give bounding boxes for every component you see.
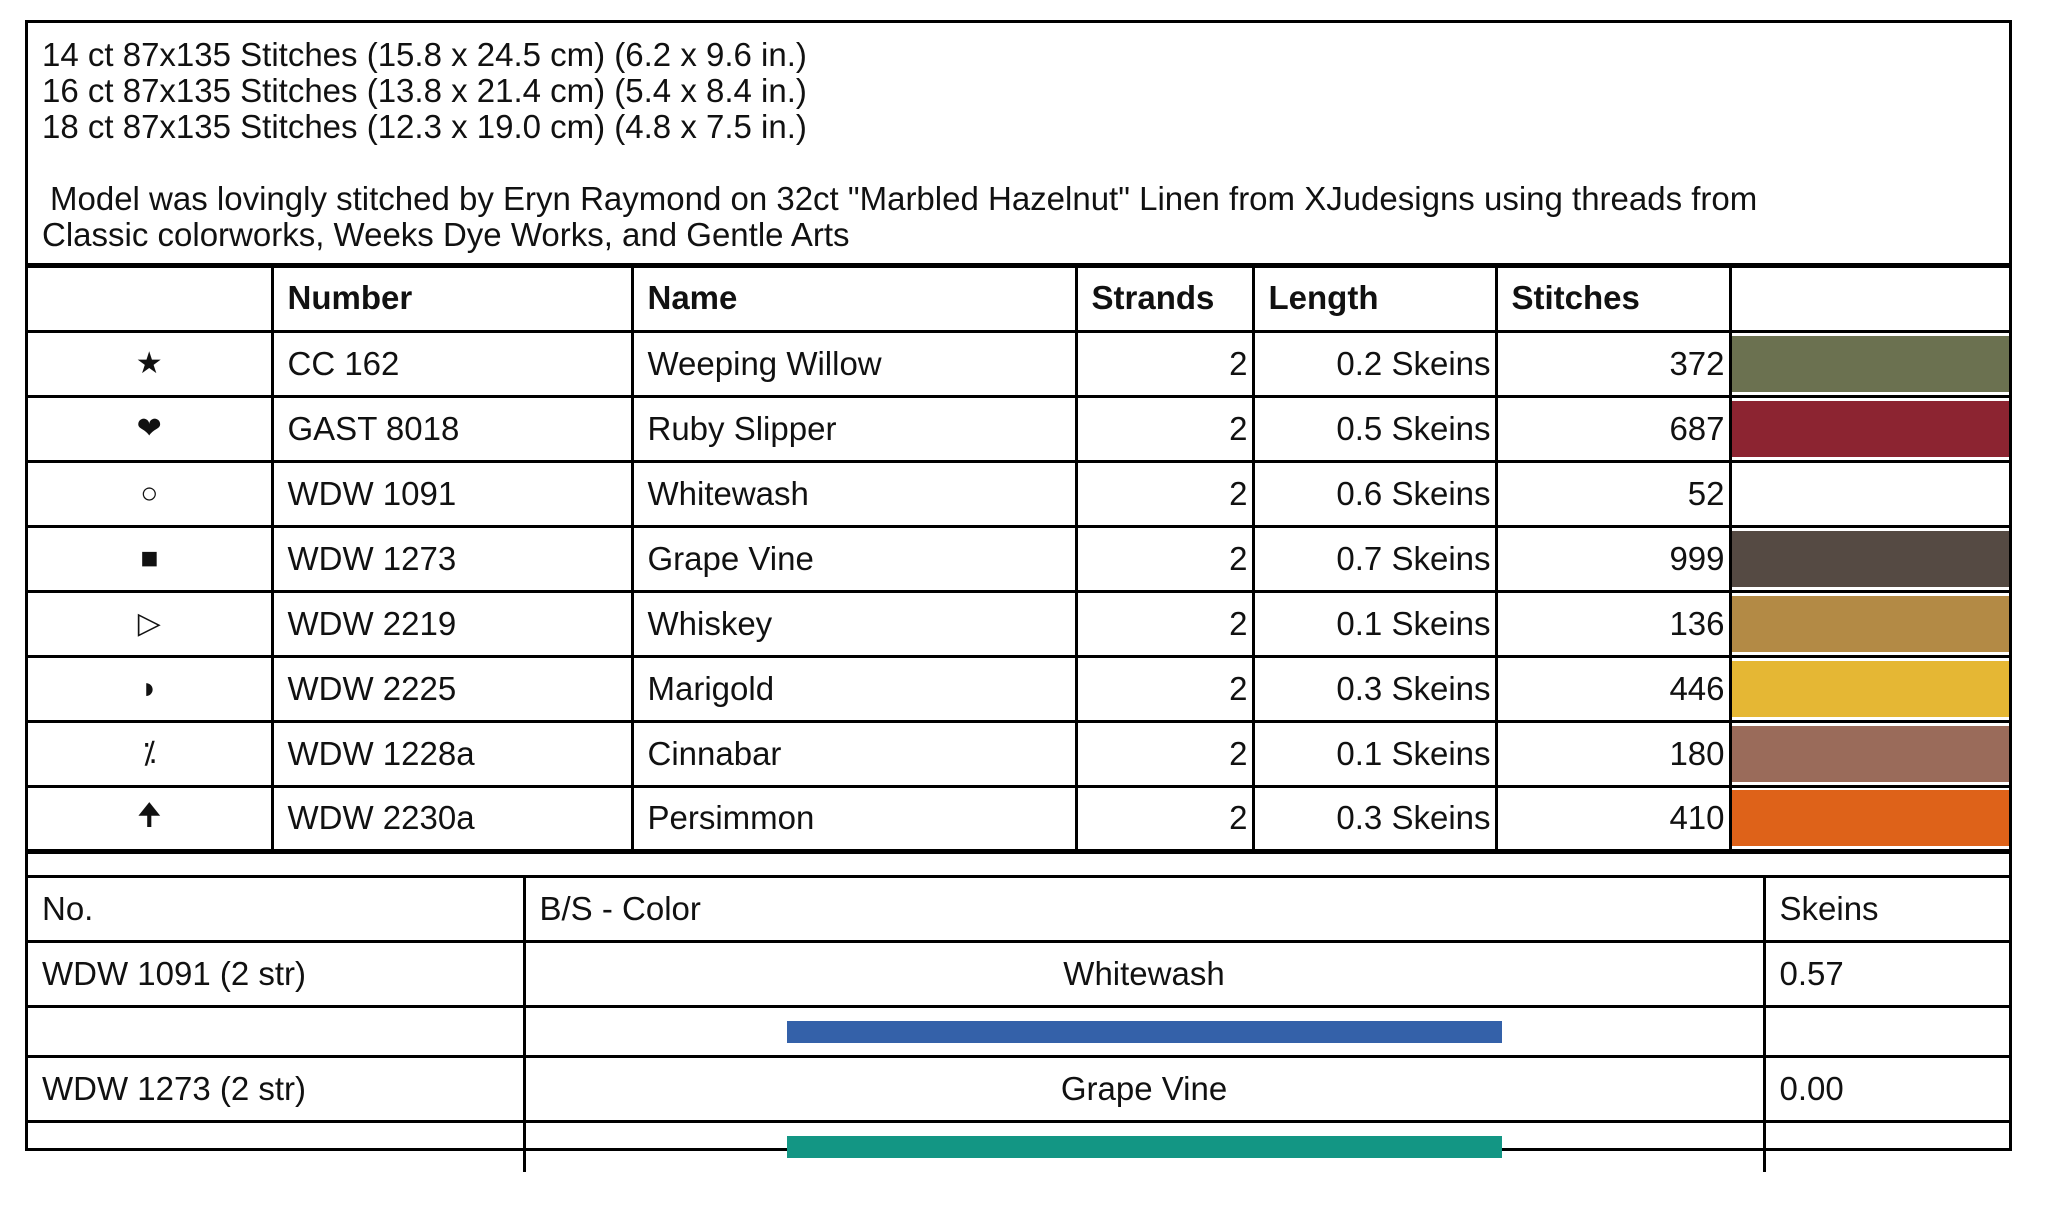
- thread-stitches: 180: [1496, 721, 1730, 786]
- skeins-header: Skeins: [1764, 877, 2009, 942]
- thread-number: WDW 2219: [272, 591, 632, 656]
- triangle-right-icon: ▷: [28, 591, 272, 656]
- thread-strands: 2: [1076, 591, 1253, 656]
- table-row: [28, 942, 2009, 1007]
- bs-color-header: B/S - Color: [524, 877, 1764, 942]
- backstitch-header-row: [28, 877, 2009, 942]
- backstitch-line-sample: [787, 1136, 1502, 1158]
- thread-stitches: 446: [1496, 656, 1730, 721]
- table-row: [28, 786, 2009, 851]
- thread-length: 0.7 Skeins: [1253, 526, 1496, 591]
- thread-name: Weeping Willow: [632, 331, 1076, 396]
- color-header: [1730, 266, 2009, 331]
- thread-strands: 2: [1076, 656, 1253, 721]
- table-row: [28, 331, 2009, 396]
- percent-slash-icon: ⁒: [28, 721, 272, 786]
- circle-icon: ○: [28, 461, 272, 526]
- thread-stitches: 999: [1496, 526, 1730, 591]
- table-row: [28, 396, 2009, 461]
- table-row: [28, 1122, 2009, 1172]
- thread-name: Whitewash: [632, 461, 1076, 526]
- backstitch-skeins: 0.00: [1764, 1057, 2009, 1122]
- thread-strands: 2: [1076, 786, 1253, 851]
- color-swatch: [1732, 790, 2010, 846]
- thread-stitches: 410: [1496, 786, 1730, 851]
- thread-length: 0.1 Skeins: [1253, 721, 1496, 786]
- thread-length: 0.5 Skeins: [1253, 396, 1496, 461]
- thread-key-table: [28, 266, 2009, 854]
- strands-header: Strands: [1076, 266, 1253, 331]
- thread-strands: 2: [1076, 461, 1253, 526]
- thread-strands: 2: [1076, 396, 1253, 461]
- thread-name: Whiskey: [632, 591, 1076, 656]
- color-swatch: [1732, 596, 2010, 652]
- backstitch-line-sample: [787, 1021, 1502, 1043]
- table-row: [28, 1057, 2009, 1122]
- model-note-line-1: Model was lovingly stitched by Eryn Raymond on 32ct "Marbled Hazelnut" Linen from XJudesigns using threads from: [50, 180, 1758, 217]
- backstitch-color-name: Whitewash: [524, 942, 1764, 1007]
- thread-strands: 2: [1076, 331, 1253, 396]
- heart-icon: ❤: [28, 396, 272, 461]
- thread-stitches: 136: [1496, 591, 1730, 656]
- square-icon: ■: [28, 526, 272, 591]
- thread-name: Marigold: [632, 656, 1076, 721]
- thread-length: 0.2 Skeins: [1253, 331, 1496, 396]
- thread-name: Ruby Slipper: [632, 396, 1076, 461]
- crescent-moon-icon: ◗: [28, 656, 272, 721]
- thread-number: WDW 2230a: [272, 786, 632, 851]
- number-header: Number: [272, 266, 632, 331]
- thread-name: Grape Vine: [632, 526, 1076, 591]
- thread-name: Cinnabar: [632, 721, 1076, 786]
- thread-stitches: 52: [1496, 461, 1730, 526]
- chart-key-frame: [25, 20, 2012, 1151]
- color-swatch: [1732, 531, 2010, 587]
- table-row: [28, 591, 2009, 656]
- color-swatch: [1732, 466, 2010, 522]
- symbol-header: [28, 266, 272, 331]
- stitches-header: Stitches: [1496, 266, 1730, 331]
- table-row: [28, 1007, 2009, 1057]
- table-row: [28, 461, 2009, 526]
- thread-number: WDW 2225: [272, 656, 632, 721]
- thread-stitches: 687: [1496, 396, 1730, 461]
- length-header: Length: [1253, 266, 1496, 331]
- thread-number: WDW 1228a: [272, 721, 632, 786]
- color-swatch: [1732, 661, 2010, 717]
- thread-length: 0.3 Skeins: [1253, 656, 1496, 721]
- backstitch-number: WDW 1091 (2 str): [28, 942, 524, 1007]
- up-arrow-icon: 🠉: [28, 786, 272, 851]
- thread-length: 0.3 Skeins: [1253, 786, 1496, 851]
- thread-stitches: 372: [1496, 331, 1730, 396]
- name-header: Name: [632, 266, 1076, 331]
- table-row: [28, 721, 2009, 786]
- model-note-line-2: Classic colorworks, Weeks Dye Works, and Gentle Arts: [42, 216, 850, 253]
- backstitch-color-name: Grape Vine: [524, 1057, 1764, 1122]
- pattern-info: [28, 23, 2009, 268]
- backstitch-number: WDW 1273 (2 str): [28, 1057, 524, 1122]
- table-row: [28, 526, 2009, 591]
- thread-length: 0.6 Skeins: [1253, 461, 1496, 526]
- thread-name: Persimmon: [632, 786, 1076, 851]
- size-14ct: 14 ct 87x135 Stitches (15.8 x 24.5 cm) (6.2 x 9.6 in.): [42, 36, 807, 73]
- model-note: [42, 181, 1995, 253]
- thread-strands: 2: [1076, 721, 1253, 786]
- backstitch-skeins: 0.57: [1764, 942, 2009, 1007]
- no-header: No.: [28, 877, 524, 942]
- thread-number: GAST 8018: [272, 396, 632, 461]
- color-swatch: [1732, 401, 2010, 457]
- table-header-row: [28, 266, 2009, 331]
- thread-number: WDW 1273: [272, 526, 632, 591]
- size-16ct: 16 ct 87x135 Stitches (13.8 x 21.4 cm) (5.4 x 8.4 in.): [42, 72, 807, 109]
- thread-length: 0.1 Skeins: [1253, 591, 1496, 656]
- color-swatch: [1732, 336, 2010, 392]
- color-swatch: [1732, 726, 2010, 782]
- thread-number: WDW 1091: [272, 461, 632, 526]
- backstitch-table: [28, 875, 2009, 1172]
- size-18ct: 18 ct 87x135 Stitches (12.3 x 19.0 cm) (4.8 x 7.5 in.): [42, 108, 807, 145]
- thread-number: CC 162: [272, 331, 632, 396]
- table-row: [28, 656, 2009, 721]
- thread-strands: 2: [1076, 526, 1253, 591]
- star-icon: ★: [28, 331, 272, 396]
